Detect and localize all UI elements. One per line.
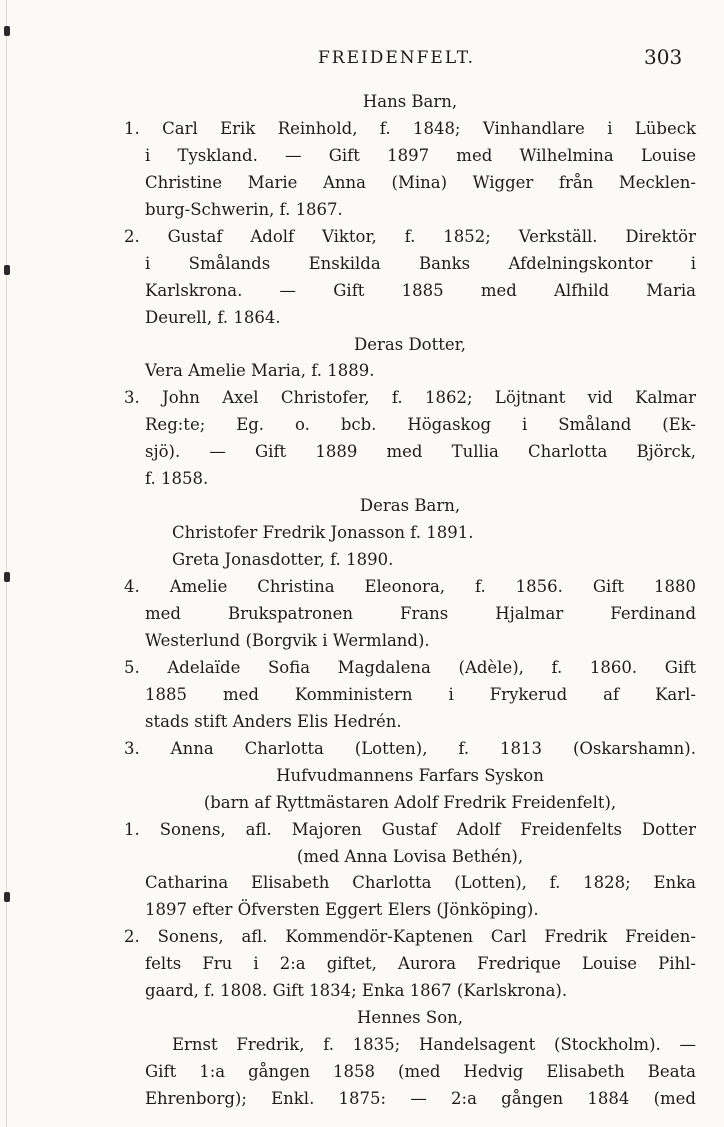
text-line: Christofer Fredrik Jonasson f. 1891. xyxy=(172,523,474,542)
text-line: Deras Dotter, xyxy=(354,335,466,354)
page-number: 303 xyxy=(644,45,683,69)
text-line: Reg:te; Eg. o. bcb. Högaskog i Småland (Ek- xyxy=(145,415,696,434)
text-line: 1897 efter Öfversten Eggert Elers (Jönköping). xyxy=(145,900,539,919)
text-line: Karlskrona. — Gift 1885 med Alfhild Maria xyxy=(145,281,696,300)
text-line: (barn af Ryttmästaren Adolf Fredrik Freidenfelt), xyxy=(203,793,617,812)
running-head: FREIDENFELT. xyxy=(318,48,475,68)
text-line: med Brukspatronen Frans Hjalmar Ferdinand xyxy=(145,604,696,623)
text-line: 1885 med Komministern i Frykerud af Karl- xyxy=(145,685,696,704)
text-line: Greta Jonasdotter, f. 1890. xyxy=(172,550,394,569)
text-line: i Tyskland. — Gift 1897 med Wilhelmina Louise xyxy=(145,146,696,165)
text-line: gaard, f. 1808. Gift 1834; Enka 1867 (Karlskrona). xyxy=(145,981,568,1000)
text-line: Gift 1:a gången 1858 (med Hedvig Elisabeth Beata xyxy=(145,1062,696,1081)
text-line: 2. Gustaf Adolf Viktor, f. 1852; Verkställ. Direktör xyxy=(124,227,696,246)
text-line: 1. Carl Erik Reinhold, f. 1848; Vinhandlare i Lübeck xyxy=(124,119,696,138)
text-line: 3. John Axel Christofer, f. 1862; Löjtnant vid Kalmar xyxy=(124,388,696,407)
text-line: Ernst Fredrik, f. 1835; Handelsagent (Stockholm). — xyxy=(172,1035,696,1054)
text-line: Hans Barn, xyxy=(362,92,458,111)
text-line: Catharina Elisabeth Charlotta (Lotten), f. 1828; Enka xyxy=(145,873,696,892)
text-line: 2. Sonens, afl. Kommendör-Kaptenen Carl Fredrik Freiden- xyxy=(124,927,696,946)
text-line: felts Fru i 2:a giftet, Aurora Fredrique Louise Pihl- xyxy=(145,954,696,973)
text-line: 3. Anna Charlotta (Lotten), f. 1813 (Oskarshamn). xyxy=(124,739,696,758)
text-line: i Smålands Enskilda Banks Afdelningskontor i xyxy=(145,254,696,273)
text-line: Hennes Son, xyxy=(357,1008,463,1027)
text-line: f. 1858. xyxy=(145,469,209,488)
text-line: 1. Sonens, afl. Majoren Gustaf Adolf Freidenfelts Dotter xyxy=(124,820,696,839)
text-line: Deurell, f. 1864. xyxy=(145,308,281,327)
text-line: stads stift Anders Elis Hedrén. xyxy=(145,712,402,731)
text-line: Hufvudmannens Farfars Syskon xyxy=(276,766,544,785)
text-line: Christine Marie Anna (Mina) Wigger från Mecklen- xyxy=(145,173,696,192)
text-line: 5. Adelaïde Sofia Magdalena (Adèle), f. 1860. Gift xyxy=(124,658,696,677)
text-line: sjö). — Gift 1889 med Tullia Charlotta Björck, xyxy=(145,442,696,461)
text-line: Westerlund (Borgvik i Wermland). xyxy=(145,631,430,650)
text-line: burg-Schwerin, f. 1867. xyxy=(145,200,343,219)
text-line: Vera Amelie Maria, f. 1889. xyxy=(145,361,375,380)
text-line: 4. Amelie Christina Eleonora, f. 1856. Gift 1880 xyxy=(124,577,696,596)
text-line: Ehrenborg); Enkl. 1875: — 2:a gången 1884 (med xyxy=(145,1089,696,1108)
text-line: Deras Barn, xyxy=(359,496,461,515)
text-line: (med Anna Lovisa Bethén), xyxy=(296,847,524,866)
